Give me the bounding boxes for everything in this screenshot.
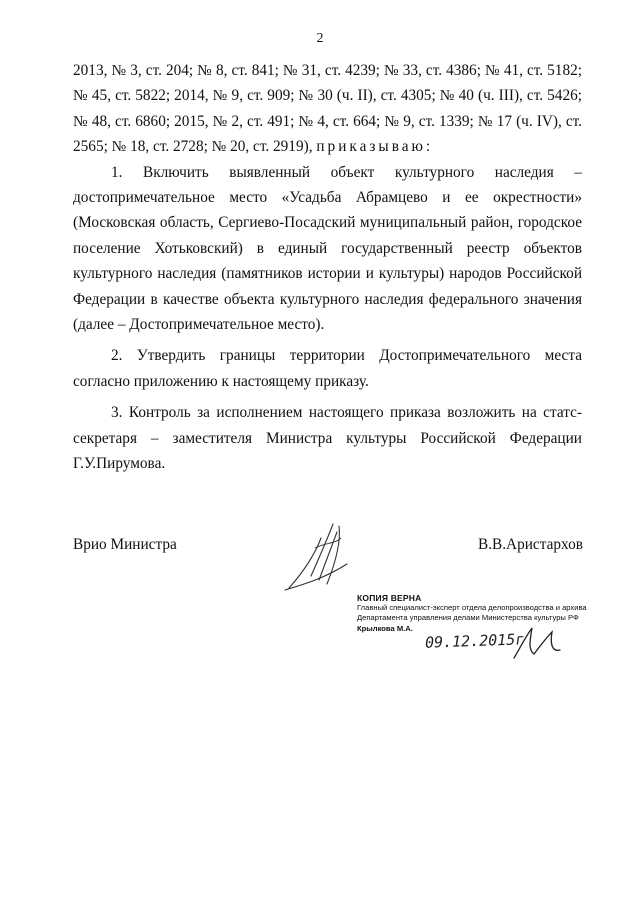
copy-title: КОПИЯ ВЕРНА	[357, 593, 422, 603]
copy-certifier-name: Крылкова М.А.	[357, 624, 413, 633]
copy-department-line: Департамента управления делами Министерства культуры РФ	[357, 613, 579, 622]
order-item-1: 1. Включить выявленный объект культурного наследия – достопримечательное место «Усадьба Абрамцево и ее окрестности» (Московская область, Сергиево-Посадский муниципальный район, городское поселение Хотьковский) в единый государственный реестр объектов культурного наследия (памятников истории и культуры) народов Российской Федерации в качестве объекта культурного наследия федерального значения (далее – Достопримечательное место).	[73, 163, 582, 334]
copy-position-line: Главный специалист-эксперт отдела делопроизводства и архива	[357, 603, 587, 612]
intro-text: 2013, № 3, ст. 204; № 8, ст. 841; № 31, ст. 4239; № 33, ст. 4386; № 41, ст. 5182; № 45, ст. 5822; 2014, № 9, ст. 909; № 30 (ч. II), ст. 4305; № 40 (ч. III), ст. 5426; № 48, ст. 6860; 2015, № 2, ст. 491; № 4, ст. 664; № 9, ст. 1339; № 17 (ч. IV), ст. 2565; № 18, ст. 2728; № 20, ст. 2919),	[73, 62, 582, 156]
order-word: приказываю:	[316, 138, 434, 156]
signatory-role: Врио Министра	[73, 536, 177, 553]
page-number: 2	[316, 31, 324, 46]
order-item-2: 2. Утвердить границы территории Достопримечательного места согласно приложению к настоящему приказу.	[73, 347, 582, 390]
document-body	[73, 58, 582, 477]
signatory-name: В.В.Аристархов	[478, 536, 583, 553]
order-item-3: 3. Контроль за исполнением настоящего приказа возложить на статс-секретаря – заместителя Министра культуры Российской Федерации Г.У.Пирумова.	[73, 404, 582, 473]
intro-paragraph	[73, 58, 582, 160]
handwritten-signature	[275, 518, 385, 598]
copy-date: 09.12.2015г	[424, 630, 525, 652]
certifier-signature	[508, 624, 568, 664]
